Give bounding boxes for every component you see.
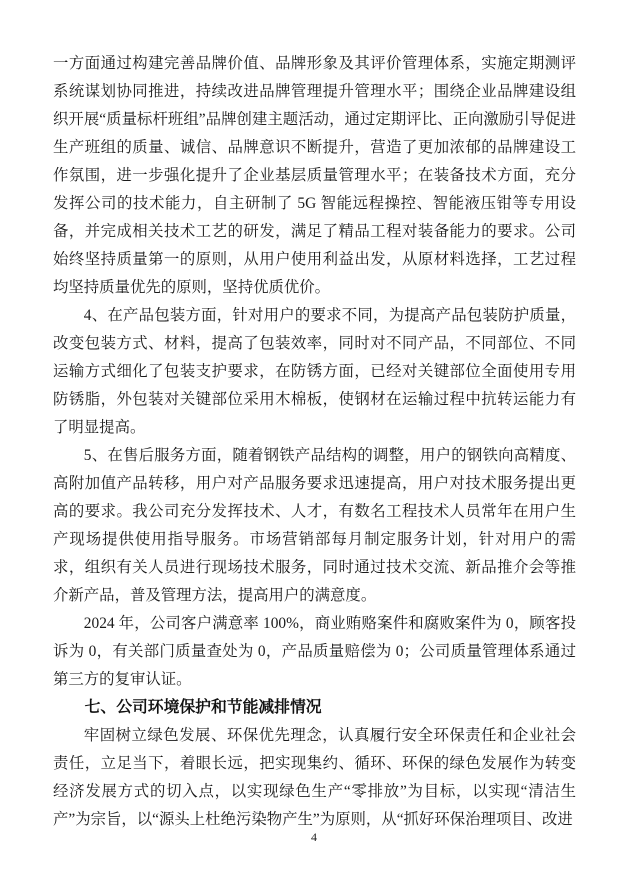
page-number: 4 [311, 830, 317, 844]
page-content [53, 50, 576, 834]
section-heading-environment: 七、公司环境保护和节能减排情况 [84, 699, 322, 716]
paragraph-green-development: 牢固树立绿色发展、环保优先理念，认真履行安全环保责任和企业社会责任，立足当下，着眼长远，把实现集约、循环、环保的绿色发展作为转变经济发展方式的切入点，以实现绿色生产“零排放”为目标，以实现“清洁生产”为宗旨，以“源头上杜绝污染物产生”为原则，从“抓好环保治理项目、改进 [53, 727, 576, 828]
paragraph-2024-satisfaction: 2024 年，公司客户满意率 100%，商业贿赂案件和腐败案件为 0，顾客投诉为 0，有关部门质量查处为 0，产品质量赔偿为 0；公司质量管理体系通过第三方的复审认证。 [53, 615, 576, 688]
paragraph-brand-quality: 一方面通过构建完善品牌价值、品牌形象及其评价管理体系，实施定期测评系统谋划协同推进，持续改进品牌管理提升管理水平；围绕企业品牌建设组织开展“质量标杆班组”品牌创建主题活动，通过定期评比、正向激励引导促进生产班组的质量、诚信、品牌意识不断提升，营造了更加浓郁的品牌建设工作氛围，进一步强化提升了企业基层质量管理水平；在装备技术方面，充分发挥公司的技术能力，自主研制了 5G 智能远程操控、智能液压钳等专用设备，并完成相关技术工艺的研发，满足了精品工程对装备能力的要求。公司始终坚持质量第一的原则，从用户使用利益出发，从原材料选择，工艺过程均坚持质量优先的原则，坚持优质优价。 [53, 55, 576, 296]
paragraph-after-sales-service: 5、在售后服务方面，随着钢铁产品结构的调整，用户的钢铁向高精度、高附加值产品转移，用户对产品服务要求迅速提高，用户对技术服务提出更高的要求。我公司充分发挥技术、人才，有数名工程技术人员常年在用户生产现场提供使用指导服务。市场营销部每月制定服务计划，针对用户的需求，组织有关人员进行现场技术服务，同时通过技术交流、新品推介会等推介新产品，普及管理方法，提高用户的满意度。 [53, 447, 576, 604]
paragraph-product-packaging: 4、在产品包装方面，针对用户的要求不同，为提高产品包装防护质量，改变包装方式、材料，提高了包装效率，同时对不同产品，不同部位、不同运输方式细化了包装支护要求，在防锈方面，已经对关键部位全面使用专用防锈脂，外包装对关键部位采用木棉板，使钢材在运输过程中抗转运能力有了明显提高。 [53, 307, 576, 436]
